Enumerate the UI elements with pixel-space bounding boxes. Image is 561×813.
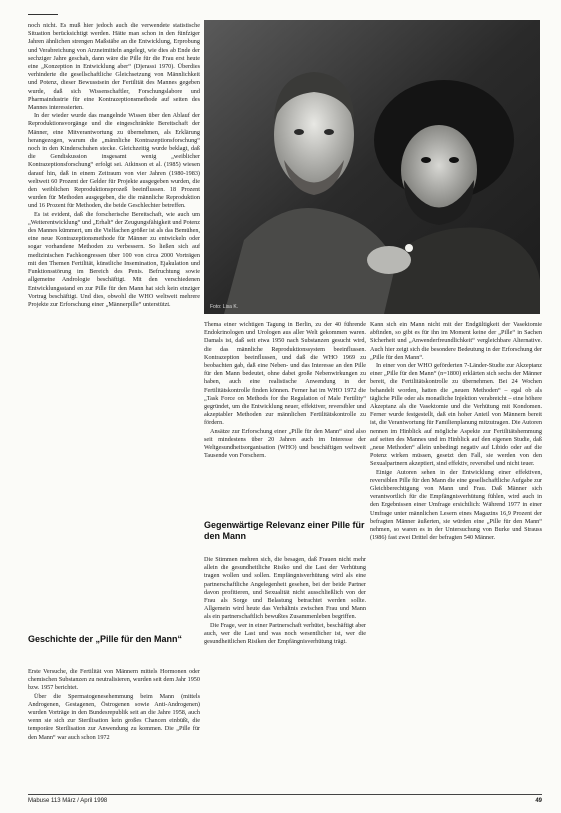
column-2-bottom-text: [204, 556, 366, 786]
journal-info: Mabuse 113 März / April 1998: [28, 798, 108, 804]
photo-two-men: [204, 20, 540, 314]
paragraph: Die Stimmen mehren sich, die besagen, daß Frauen nicht mehr allein die gesundheitliche Risiko und die Last der Verhütung tragen wollen und sollen. Empfängnisverhütung wird als eine partnerschaftliche Angelegenheit gesehen, bei der beide Partner davon profitieren, und Sexualität nicht ausschließlich von der Frau als Sorge und Belastung betrachtet werden sollte. Allgemein wird heute das Verhältnis zwischen Frau und Mann als ein partnerschaftlich bewußtes Zusammenleben begriffen.: [204, 556, 366, 621]
paragraph: Thema einer wichtigen Tagung in Berlin, zu der 40 führende Endokrinologen und Urologen aus aller Welt gekommen waren. Damals ist, daß seit etwa 1950 nach Substanzen gesucht wird, die das männliche Reproduktionssystem beeinflussen. Kontrazeption beeinflussen, und daß die WHO 1969 zu beobachten gab, daß eine Neben- und das Interesse an den Pille für den Mann bedeutet, ohne dabei große Nebenwirkungen zu haben, auch eine realistische Anwendung in der Fertilitätskontrolle finden können. Ferner hat im WHO 1972 die „Task Force on Methods for the Regulation of Male Fertility“ gegründet, um die Entwicklung neuer, effektiver, reversibler und akzeptabler Methoden zur männlichen Fertilitätskontrolle zu fördern.: [204, 321, 366, 427]
section-heading-relevance: Gegenwärtige Relevanz einer Pille für den Mann: [204, 520, 365, 541]
paragraph: Ansätze zur Erforschung einer „Pille für den Mann“ sind also seit mindestens über 20 Jahren auch im Interesse der Weltgesundheitsorganisation (WHO) und beschäftigen weltweit Tausende von Forschern.: [204, 427, 366, 460]
page-number: 49: [535, 798, 542, 804]
column-2-text: [204, 321, 366, 491]
photo-illustration: [204, 20, 540, 314]
top-rule: [28, 14, 58, 15]
section-heading-history: Geschichte der „Pille für den Mann“: [28, 634, 183, 644]
column-3-text: [370, 321, 542, 786]
page-footer: [28, 794, 542, 805]
paragraph: In der wieder wurde das mangelnde Wissen über den Ablauf der Reproduktionsvorgänge und die eingeschränkte Bereitschaft der Männer, eine Mitverantwortung zu übernehmen, als Erklärung herangezogen, warum die „männliche Kontrazeptionsforschung“ noch in den Kinderschuhen stecke. Gleichzeitig wurde beklagt, daß die Gendiskussion insgesamt wenig „weiblicher Kontrazeptionsforschung“ erfolgt sei. Atkinson et al. (1985) wiesen darauf hin, daß in einem Zeitraum von vier Jahren (1980-1983) weltweit 60 Prozent der Gelder für Projekte ausgegeben wurden, die den weiblichen Reproduktionsprozeß beeinflussen. 18 Prozent wurden für Methoden ausgegeben, die die männliche Reproduktion und 16 Prozent für Methoden, die beide Geschlechter betreffen.: [28, 112, 200, 210]
paragraph: noch nicht. Es muß hier jedoch auch die verwendete statistische Situation berücksichtigt werden. Hätte man schon in den fünfziger Jahren ähnlichen strengen Maßstäbe an die Entwicklung, Erprobung und Verabreichung von Arzneimitteln angelegt, wie dies ab Ende der sechziger Jahre geschah, dann wäre die Pille für die Frau erst heute eine „Konzeption in Entwicklung aber“ (Djerassi 1970). Überdies verhinderte die gesellschaftliche Gleichsetzung von Männlichkeit und Potenz, dieser Bewusstsein der Fertilität des Mannes gegeben wurde, daß sich Wissenschaftler, Forschungslabore und Pharmaindustrie für eine Kontrazeptionsmethode auf seiten des Mannes interessierten.: [28, 22, 200, 112]
column-1-text: [28, 22, 200, 625]
paragraph: Kann sich ein Mann nicht mit der Endgültigkeit der Vasektomie abfinden, so gibt es für ihn im Moment keine der „Pille“ in Sachen Sicherheit und „Anwenderfreundlichkeit“ vergleichbare Alternative. Auch hier zeigt sich die besondere Bedeutung in der Erforschung der „Pille für den Mann“.: [370, 321, 542, 361]
column-1-bottom-text: [28, 668, 200, 786]
paragraph: Erste Versuche, die Fertilität von Männern mittels Hormonen oder chemischen Substanzen zu neutralisieren, wurden seit dem Jahr 1950 bzw. 1957 berichtet.: [28, 668, 200, 692]
paragraph: In einer von der WHO geförderten 7-Länder-Studie zur Akzeptanz einer „Pille für den Mann“ (n=1800) erklärten sich sechs der Männer bereit, die Fertilitätskontrolle zu übernehmen. Bei 24 Wochen behandelt worden, hatten die „neuen Methoden“ – egal ob als tägliche Pille oder als monatliche Injektion verabreicht – eine höhere Akzeptanz als die Vasektomie und die Verhütung mit Kondomen. Ferner wurde festgestellt, daß ein hoher Anteil von Männern bereit ist, die Verantwortung für Familienplanung mitzutragen. Die Autoren nennen im Hinblick auf mögliche Aspekte zur Fertilitätshemmung auf seiten des Mannes und im Hinblick auf den eigenen Studie, daß „neue Methoden“ allein unbedingt negativ auf Libido oder auf die Potenz wirken müssen, gesetzt den Fall, sie werden von den Sexualpartnern akzeptiert, sind effektiv, reversibel und nicht teuer.: [370, 362, 542, 468]
paragraph: Einige Autoren sehen in der Entwicklung einer effektiven, reversiblen Pille für den Mann die eine gesellschaftliche Aufgabe zur Gleichberechtigung von Mann und Frau. Daß Männer sich verantwortlich für die Empfängnisverhütung fühlen, wird auch in den Ergebnissen einer Umfrage ersichtlich: Während 1977 in einer Umfrage unter männlichen Lesern eines Magazins 16,9 Prozent der befragten Männer äußerten, sie würden eine „Pille für den Mann“ nehmen, so waren es in der Untersuchung von Burke und Strauss (1986) fast zwei Drittel der befragten 540 Männer.: [370, 468, 542, 542]
paragraph: Die Frage, wer in einer Partnerschaft verhütet, beschäftigt aber auch, wer die Last und was noch wesentlicher ist, wer die gesundheitlichen Risiken der Empfängnisverhütung trägt.: [204, 621, 366, 646]
paragraph: Es ist evident, daß die forscherische Bereitschaft, wie auch um „Weiterentwicklung“ und „Erhalt“ der Zeugungsfähigkeit und Potenz des Mannes kümmert, um die Vielfachen größer ist als das Bemühen, eine neue Kontrazeptionsmethode für Männer zu entwickeln oder sogar vorhandene Methoden zu verbessern. So ließen sich auf medizinischen Fachkongressen über 100 von circa 2000 Vorträgen mit den Themen Fertilität, künstliche Insemination, Ejakulation und Funktionsstörung im Bereich des Penis. Befruchtung sowie allgemeine Andrologie beschäftigt. Mit den verschiedenen Entwicklungsstand en zur Pille für den Mann hat sich kein einziger Vortrag beschäftigt. Und dies, obwohl die WHO weltweit mehrere Projekte zur Erforschung einer „Männerpille“ unterstützt.: [28, 210, 200, 308]
photo-caption: Foto: Lisa K.: [210, 304, 239, 310]
paragraph: Über die Spermatogenesehemmung beim Mann (mittels Androgenen, Gestagenen, Östrogenen sowie Anti-Androgenen) wurden Vorträge in den Bundesrepublik seit an die Jahre 1958, auch wenn sie sich zur Sterilisation kein großes Chancen einbüßt, die temporäre Sterilisation zur Anwendung zu kommen. Die „Pille für den Mann“ war auch schon 1972: [28, 692, 200, 741]
